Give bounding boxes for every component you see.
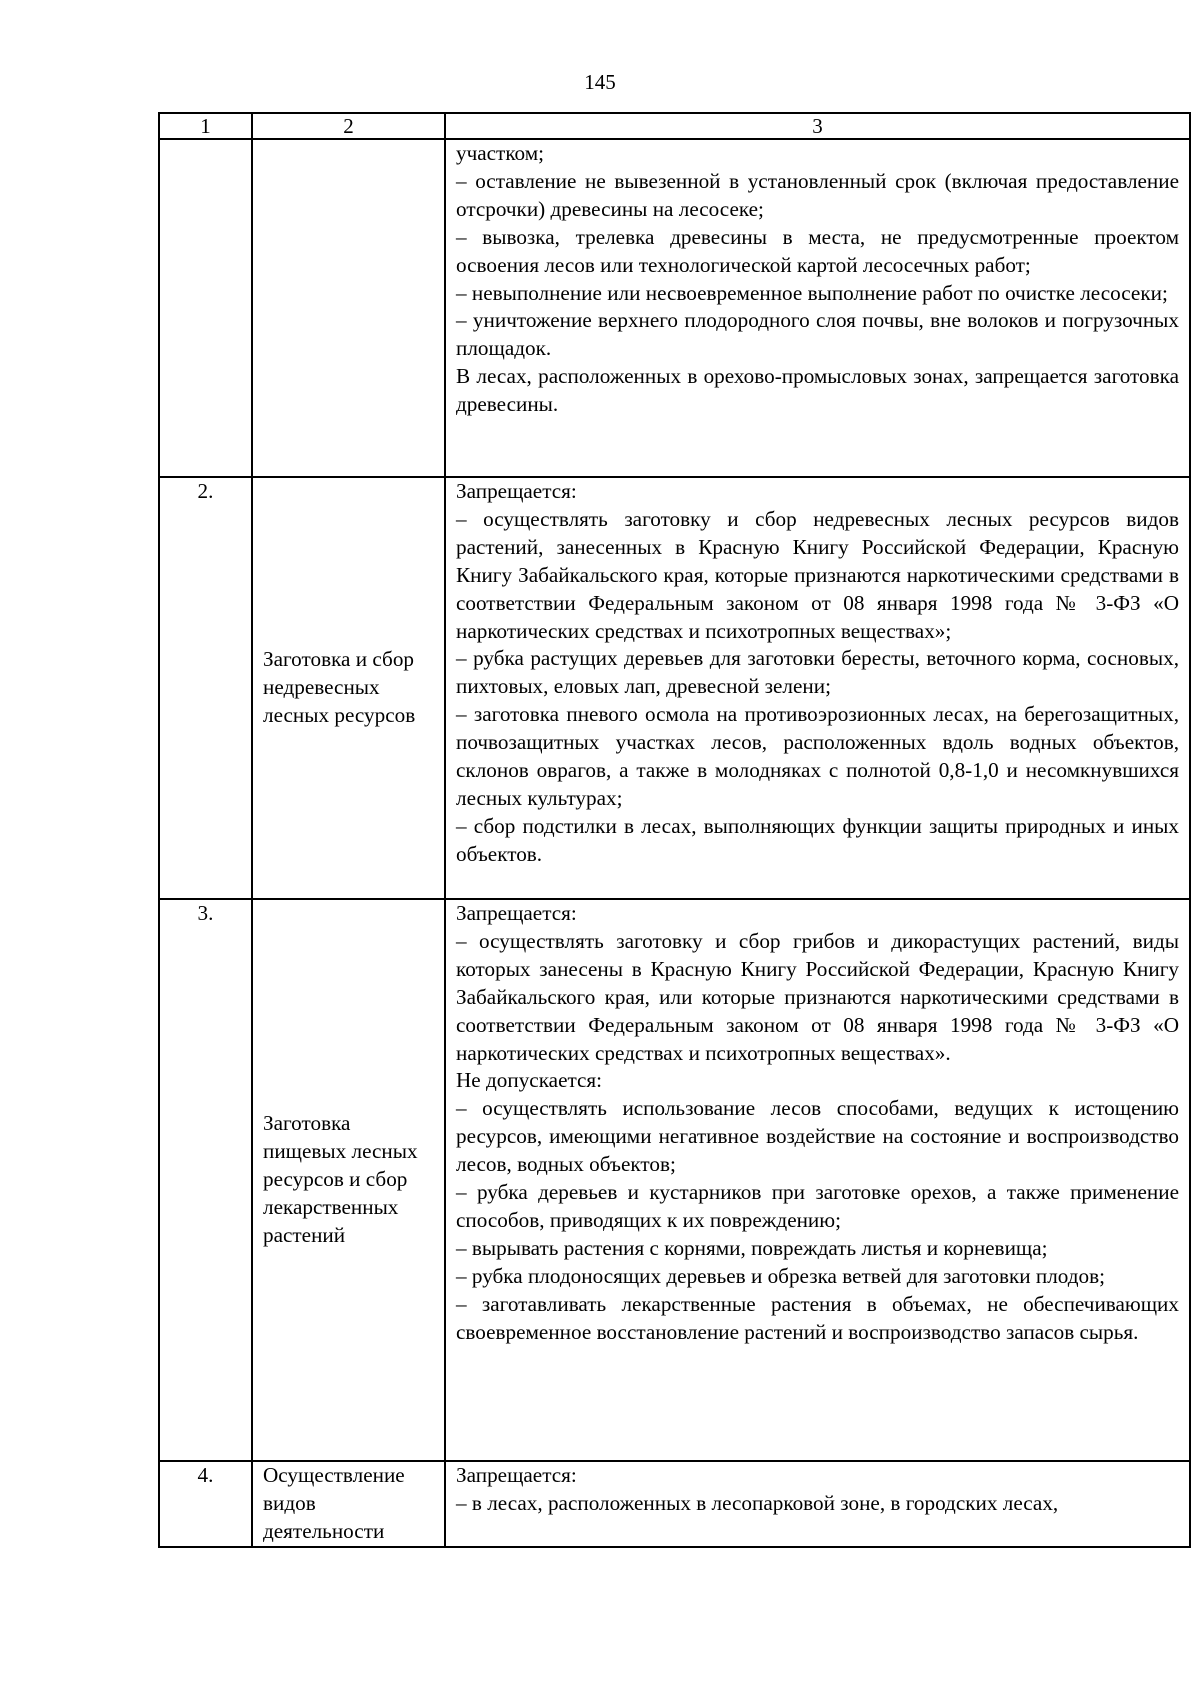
header-col-2: 2: [252, 113, 445, 139]
row-restrictions: [445, 899, 1190, 1461]
row-restrictions: [445, 1461, 1190, 1547]
table-header-row: [159, 113, 1190, 139]
table-row: [159, 899, 1190, 1461]
restriction-heading: Запрещается:: [456, 1463, 577, 1487]
restrictions-table: [158, 112, 1191, 1548]
restriction-item: – невыполнение или несвоевременное выполнение работ по очистке лесосеки;: [456, 280, 1168, 305]
table-row: [159, 477, 1190, 899]
restriction-item: – в лесах, расположенных в лесопарковой зоне, в городских лесах,: [456, 1490, 1059, 1515]
table-row: [159, 1461, 1190, 1547]
row-activity-name: [252, 899, 445, 1461]
restriction-item: – рубка плодоносящих деревьев и обрезка ветвей для заготовки плодов;: [456, 1263, 1106, 1288]
header-col-1: 1: [159, 113, 252, 139]
row-restrictions: [445, 477, 1190, 899]
restriction-item: – рубка деревьев и кустарников при заготовке орехов, а также применение способов, приводящих к их повреждению;: [456, 1180, 1179, 1232]
restriction-item: – осуществлять заготовку и сбор грибов и дикорастущих растений, виды которых занесены в Красную Книгу Российской Федерации, Красную Книгу Забайкальского края, или которые признаются наркотическими средствами в соответствии Федеральным законом от 08 января 1998 года № 3-ФЗ «О наркотических средствах и психотропных веществах».: [456, 928, 1179, 1065]
header-col-3: 3: [445, 113, 1190, 139]
row-activity-name: [252, 1461, 445, 1547]
row-number: 3.: [159, 899, 252, 1461]
activity-name-text: Осуществление видов деятельности: [263, 1463, 405, 1543]
restriction-item: – вывозка, трелевка древесины в места, не предусмотренные проектом освоения лесов или технологической картой лесосечных работ;: [456, 224, 1179, 277]
activity-name-text: Заготовка пищевых лесных ресурсов и сбор лекарственных растений: [263, 1111, 418, 1247]
restriction-text: участком;: [456, 141, 545, 165]
row-number: 2.: [159, 477, 252, 899]
restriction-item: – осуществлять использование лесов способами, ведущих к истощению ресурсов, имеющими негативное воздействие на состояние и воспроизводство лесов, водных объектов;: [456, 1096, 1179, 1177]
activity-name-text: Заготовка и сбор недревесных лесных ресурсов: [263, 647, 416, 727]
restriction-heading: Запрещается:: [456, 479, 577, 503]
row-number: 4.: [159, 1461, 252, 1547]
restriction-item: – заготавливать лекарственные растения в объемах, не обеспечивающих своевременное восстановление растений и воспроизводство запасов сырья.: [456, 1291, 1179, 1344]
restriction-heading: Не допускается:: [456, 1068, 603, 1093]
restriction-heading: Запрещается:: [456, 901, 577, 925]
restriction-item: – вырывать растения с корнями, повреждать листья и корневища;: [456, 1235, 1048, 1260]
restriction-item: – оставление не вывезенной в установленный срок (включая предоставление отсрочки) древесины на лесосеке;: [456, 168, 1179, 221]
table-row: [159, 139, 1190, 477]
restriction-item: – сбор подстилки в лесах, выполняющих функции защиты природных и иных объектов.: [456, 813, 1179, 866]
restriction-paragraph: В лесах, расположенных в орехово-промысловых зонах, запрещается заготовка древесины.: [456, 364, 1179, 417]
row-activity-name: [252, 139, 445, 477]
page-number: 145: [584, 70, 616, 94]
restriction-item: – осуществлять заготовку и сбор недревесных лесных ресурсов видов растений, занесенных в Красную Книгу Российской Федерации, Красную Книгу Забайкальского края, которые признаются наркотическими средствами в соответствии Федеральным законом от 08 января 1998 года № 3-ФЗ «О наркотических средствах и психотропных веществах»;: [456, 506, 1179, 643]
restriction-item: – заготовка пневого осмола на противоэрозионных лесах, на берегозащитных, почвозащитных участках лесов, расположенных вдоль водных объектов, склонов оврагов, а также в молодняках с полнотой 0,8-1,0 и несомкнувшихся лесных культурах;: [456, 702, 1179, 810]
row-activity-name: [252, 477, 445, 899]
row-restrictions: [445, 139, 1190, 477]
row-number: [159, 139, 252, 477]
restriction-item: – рубка растущих деревьев для заготовки бересты, веточного корма, сосновых, пихтовых, еловых лап, древесной зелени;: [456, 646, 1179, 699]
restriction-item: – уничтожение верхнего плодородного слоя почвы, вне волоков и погрузочных площадок.: [456, 308, 1179, 361]
